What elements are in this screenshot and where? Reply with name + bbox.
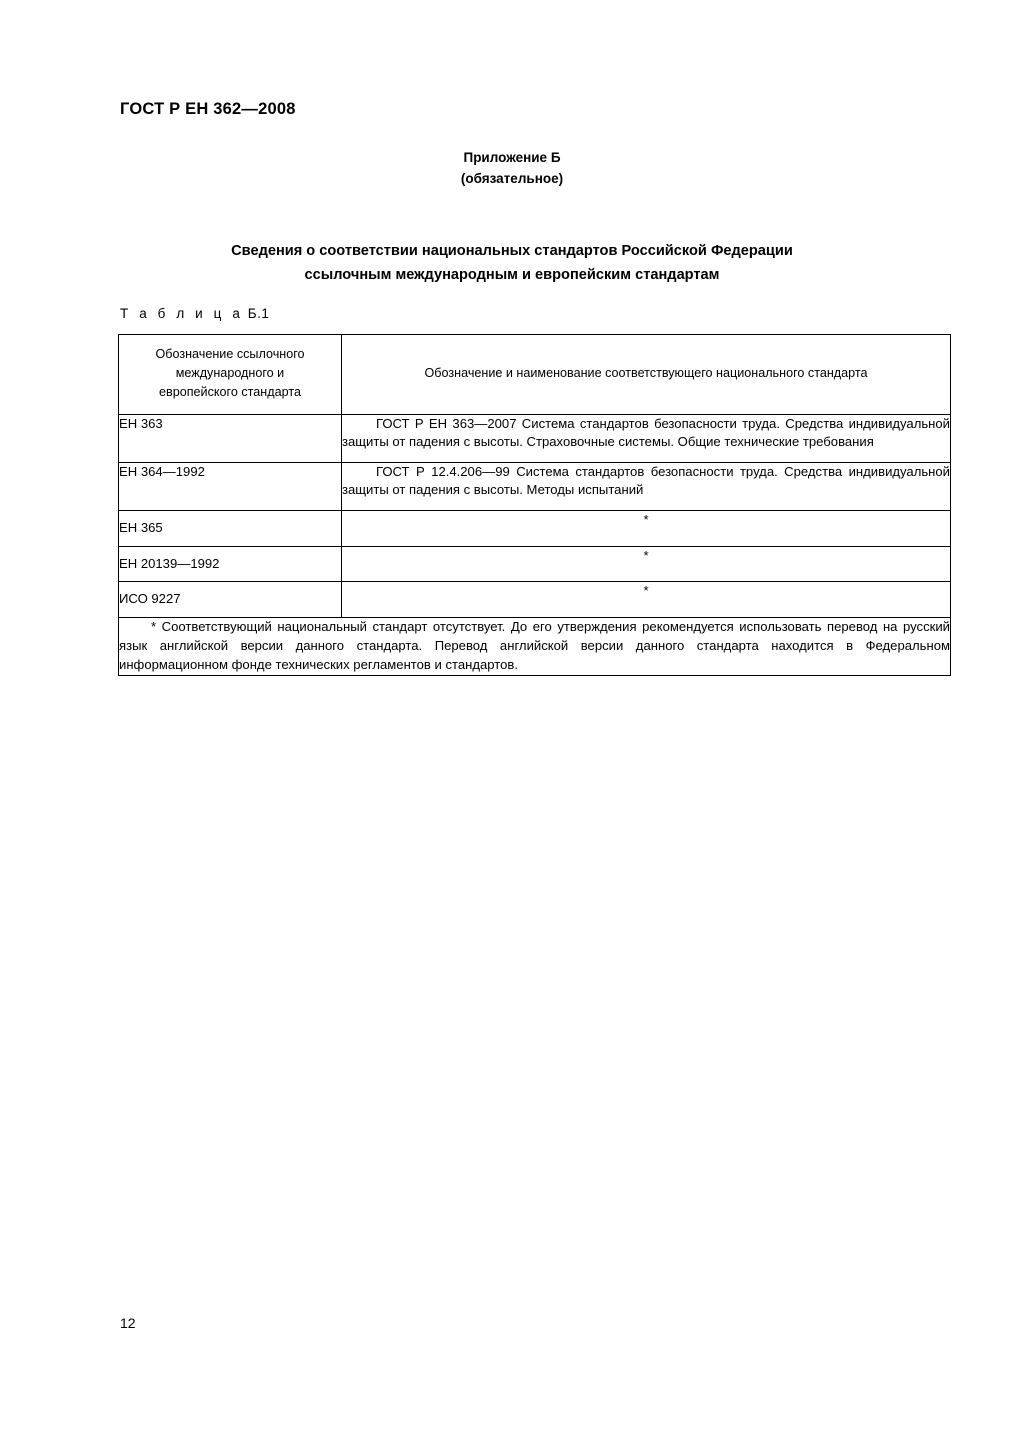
running-head: ГОСТ Р ЕН 362—2008 [120,100,296,118]
column-header-national-standard: Обозначение и наименование соответствующего национального стандарта [342,335,951,415]
table-row [119,546,951,582]
annex-label: Приложение Б [463,150,561,165]
cell-national-standard [342,414,951,462]
cell-reference-standard: ЕН 363 [119,414,342,462]
table-caption-number: Б.1 [247,306,270,321]
cell-national-standard: * [342,546,951,582]
table-footnote-row [119,617,951,675]
table-header-row [119,335,951,415]
table-row [119,582,951,618]
cell-reference-standard: ИСО 9227 [119,582,342,618]
column-header-reference-line-3: европейского стандарта [159,384,301,399]
table-row [119,510,951,546]
cell-national-standard: * [342,510,951,546]
table-row [119,414,951,462]
standards-correspondence-table [118,334,951,676]
page-title [132,240,892,287]
table-footnote-text: * Соответствующий национальный стандарт отсутствует. До его утверждения рекомендуется использовать перевод на русский язык английской версии данного стандарта. Перевод английской версии данного стандарта находится в Федеральном информационном фонде технических регламентов и стандартов. [119,618,950,672]
cell-national-standard-text: ГОСТ Р ЕН 363—2007 Система стандартов безопасности труда. Средства индивидуальной защиты от падения с высоты. Страховочные системы. Общие технические требования [342,415,950,450]
column-header-reference-line-2: международного и [175,365,285,380]
cell-national-standard: * [342,582,951,618]
table-caption [120,306,269,321]
cell-reference-standard: ЕН 364—1992 [119,462,342,510]
page-title-line-2: ссылочным международным и европейским стандартам [304,266,720,283]
column-header-reference-line-1: Обозначение ссылочного [155,347,305,361]
cell-national-standard-text: ГОСТ Р 12.4.206—99 Система стандартов безопасности труда. Средства индивидуальной защиты от падения с высоты. Методы испытаний [342,463,950,498]
table-footnote [119,617,951,675]
column-header-reference-standard [119,335,342,415]
cell-reference-standard: ЕН 20139—1992 [119,546,342,582]
annex-heading [0,148,1024,190]
cell-national-standard [342,462,951,510]
table-caption-word: Т а б л и ц а [120,306,244,321]
annex-status: (обязательное) [460,170,564,186]
cell-reference-standard: ЕН 365 [119,510,342,546]
table-row [119,462,951,510]
page-title-line-1: Сведения о соответствии национальных стандартов Российской Федерации [231,243,793,259]
page-number: 12 [120,1315,136,1331]
